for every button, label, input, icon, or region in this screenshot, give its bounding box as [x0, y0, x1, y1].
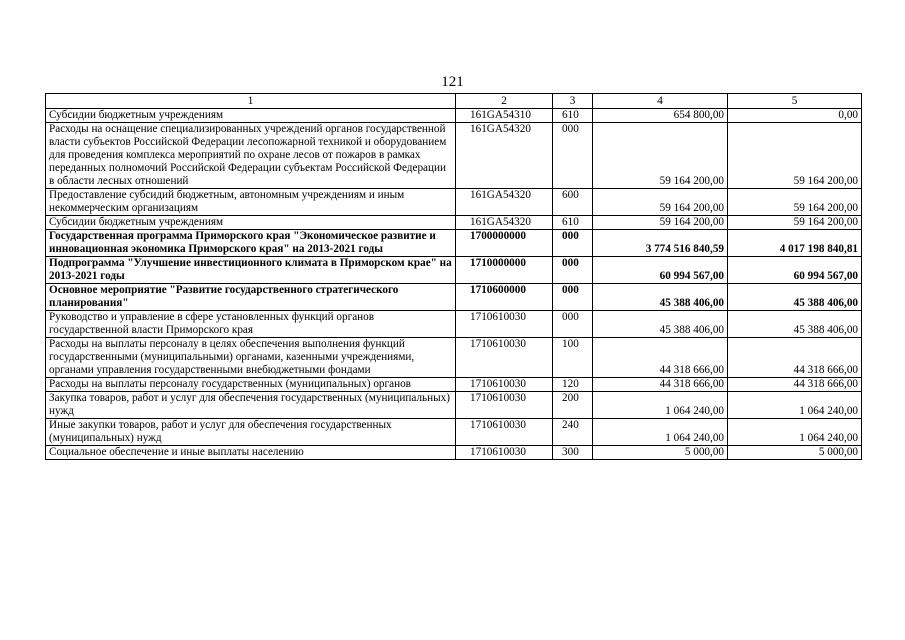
row-name-cell: Основное мероприятие "Развитие государственного стратегического планирования"	[46, 284, 456, 311]
row-value-5-cell: 45 388 406,00	[728, 311, 862, 338]
row-value-5-cell: 59 164 200,00	[728, 216, 862, 230]
table-row	[46, 378, 862, 392]
row-code-cell: 1710610030	[456, 311, 553, 338]
row-name-cell: Закупка товаров, работ и услуг для обеспечения государственных (муниципальных) нужд	[46, 392, 456, 419]
row-value-5-cell: 4 017 198 840,81	[728, 230, 862, 257]
row-type-cell: 600	[553, 189, 593, 216]
row-value-4-cell: 1 064 240,00	[593, 392, 728, 419]
row-type-cell: 100	[553, 338, 593, 378]
row-type-cell: 300	[553, 446, 593, 460]
row-name-cell: Подпрограмма "Улучшение инвестиционного климата в Приморском крае" на 2013-2021 годы	[46, 257, 456, 284]
row-value-4-cell: 45 388 406,00	[593, 311, 728, 338]
row-type-cell: 000	[553, 230, 593, 257]
table-row	[46, 216, 862, 230]
table-row	[46, 109, 862, 123]
row-name-cell: Иные закупки товаров, работ и услуг для обеспечения государственных (муниципальных) нужд	[46, 419, 456, 446]
table-row	[46, 230, 862, 257]
row-code-cell: 161GA54320	[456, 123, 553, 189]
row-value-5-cell: 1 064 240,00	[728, 419, 862, 446]
row-value-5-cell: 59 164 200,00	[728, 123, 862, 189]
row-type-cell: 240	[553, 419, 593, 446]
row-value-4-cell: 44 318 666,00	[593, 378, 728, 392]
row-code-cell: 1710610030	[456, 338, 553, 378]
row-name-cell: Расходы на выплаты персоналу государственных (муниципальных) органов	[46, 378, 456, 392]
header-cell-3: 3	[553, 94, 593, 109]
row-value-4-cell: 59 164 200,00	[593, 123, 728, 189]
row-type-cell: 610	[553, 216, 593, 230]
row-code-cell: 1710610030	[456, 392, 553, 419]
row-type-cell: 000	[553, 311, 593, 338]
table-row	[46, 284, 862, 311]
budget-table	[45, 93, 862, 460]
row-code-cell: 1710610030	[456, 419, 553, 446]
row-code-cell: 1710610030	[456, 446, 553, 460]
row-value-4-cell: 5 000,00	[593, 446, 728, 460]
row-code-cell: 1710000000	[456, 257, 553, 284]
row-value-4-cell: 59 164 200,00	[593, 216, 728, 230]
table-row	[46, 446, 862, 460]
row-name-cell: Расходы на оснащение специализированных учреждений органов государственной власти субъектов Российской Федерации лесопожарной техникой и оборудованием для проведения комплекса мероприятий по охране лесов от пожаров в рамках переданных полномочий Российской Федерации субъектам Российской Федерации в области лесных отношений	[46, 123, 456, 189]
row-type-cell: 000	[553, 284, 593, 311]
budget-table-body	[46, 94, 862, 460]
row-name-cell: Субсидии бюджетным учреждениям	[46, 216, 456, 230]
row-code-cell: 161GA54320	[456, 189, 553, 216]
row-code-cell: 161GA54310	[456, 109, 553, 123]
table-row	[46, 338, 862, 378]
row-type-cell: 000	[553, 257, 593, 284]
row-value-4-cell: 44 318 666,00	[593, 338, 728, 378]
row-code-cell: 1710610030	[456, 378, 553, 392]
header-cell-1: 1	[46, 94, 456, 109]
row-code-cell: 1700000000	[456, 230, 553, 257]
table-row	[46, 189, 862, 216]
row-value-5-cell: 1 064 240,00	[728, 392, 862, 419]
row-value-4-cell: 654 800,00	[593, 109, 728, 123]
row-name-cell: Предоставление субсидий бюджетным, автономным учреждениям и иным некоммерческим организациям	[46, 189, 456, 216]
header-cell-2: 2	[456, 94, 553, 109]
row-name-cell: Субсидии бюджетным учреждениям	[46, 109, 456, 123]
row-name-cell: Социальное обеспечение и иные выплаты населению	[46, 446, 456, 460]
row-value-5-cell: 5 000,00	[728, 446, 862, 460]
row-type-cell: 200	[553, 392, 593, 419]
row-type-cell: 610	[553, 109, 593, 123]
page-number: 121	[441, 74, 464, 90]
row-value-5-cell: 59 164 200,00	[728, 189, 862, 216]
row-value-5-cell: 44 318 666,00	[728, 338, 862, 378]
row-value-4-cell: 3 774 516 840,59	[593, 230, 728, 257]
row-value-5-cell: 0,00	[728, 109, 862, 123]
row-name-cell: Расходы на выплаты персоналу в целях обеспечения выполнения функций государственными (муниципальными) органами, казенными учреждениями, органами управления государственными внебюджетными фондами	[46, 338, 456, 378]
table-row	[46, 311, 862, 338]
row-value-4-cell: 45 388 406,00	[593, 284, 728, 311]
row-name-cell: Руководство и управление в сфере установленных функций органов государственной власти Приморского края	[46, 311, 456, 338]
row-value-5-cell: 60 994 567,00	[728, 257, 862, 284]
header-cell-5: 5	[728, 94, 862, 109]
table-row	[46, 257, 862, 284]
row-value-5-cell: 45 388 406,00	[728, 284, 862, 311]
row-code-cell: 161GA54320	[456, 216, 553, 230]
row-code-cell: 1710600000	[456, 284, 553, 311]
row-name-cell: Государственная программа Приморского края "Экономическое развитие и инновационная экономика Приморского края" на 2013-2021 годы	[46, 230, 456, 257]
header-cell-4: 4	[593, 94, 728, 109]
table-row	[46, 419, 862, 446]
table-row	[46, 123, 862, 189]
row-value-4-cell: 60 994 567,00	[593, 257, 728, 284]
row-type-cell: 000	[553, 123, 593, 189]
row-value-4-cell: 1 064 240,00	[593, 419, 728, 446]
row-value-4-cell: 59 164 200,00	[593, 189, 728, 216]
row-type-cell: 120	[553, 378, 593, 392]
table-row	[46, 392, 862, 419]
table-header-row	[46, 94, 862, 109]
row-value-5-cell: 44 318 666,00	[728, 378, 862, 392]
